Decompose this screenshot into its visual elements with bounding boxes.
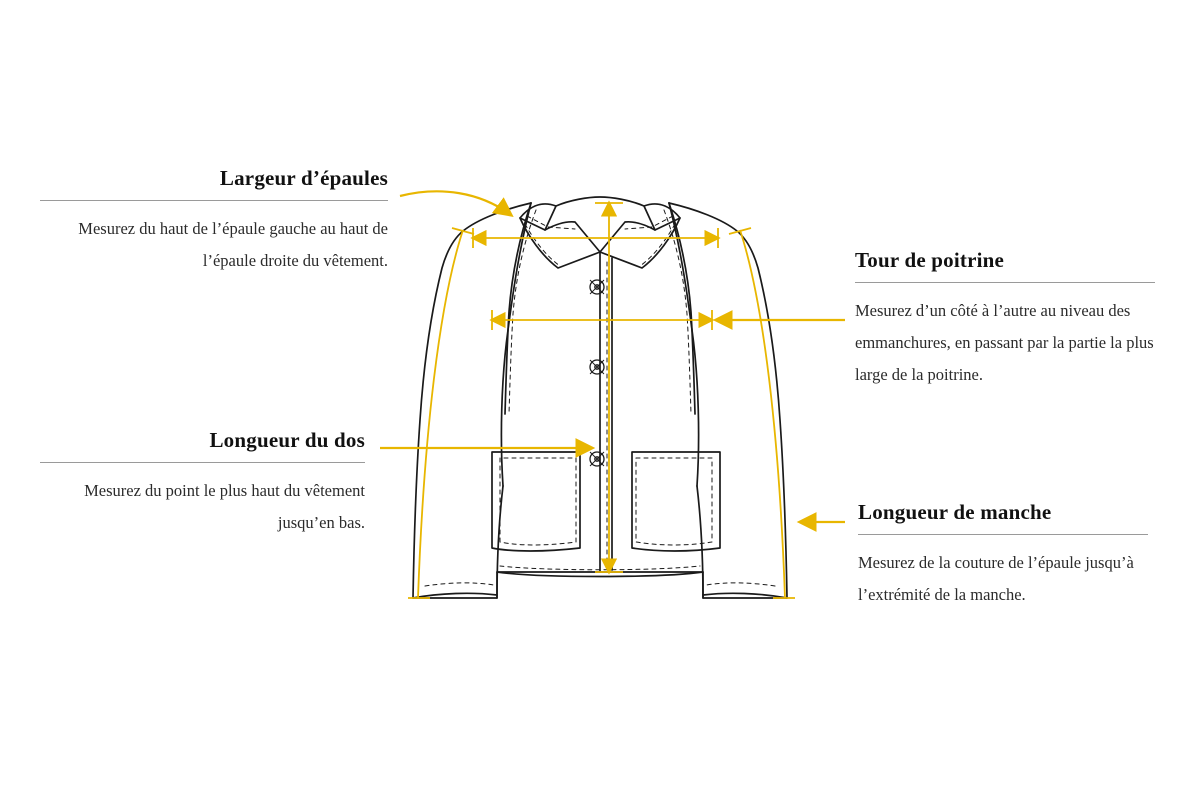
callout-chest-title: Tour de poitrine xyxy=(855,248,1005,272)
measure-sleeve-length xyxy=(408,228,795,598)
callout-divider xyxy=(855,282,1155,283)
measure-chest-width xyxy=(492,310,712,330)
callout-back-length-body: Mesurez du point le plus haut du vêtement jusqu’en bas. xyxy=(84,481,365,533)
callout-sleeve-length-body: Mesurez de la couture de l’épaule jusqu’à l’extrémité de la manche. xyxy=(858,553,1134,605)
jacket-outline xyxy=(413,197,787,598)
callout-back-length xyxy=(40,428,365,539)
callout-divider xyxy=(40,462,365,463)
callout-shoulder-width-title: Largeur d’épaules xyxy=(219,166,388,190)
callout-shoulder-width xyxy=(40,166,388,277)
callout-sleeve-length-title: Longueur de manche xyxy=(858,500,1052,524)
callout-sleeve-length xyxy=(858,500,1148,611)
callout-chest-body: Mesurez d’un côté à l’autre au niveau des emmanchures, en passant par la partie la plus large de la poitrine. xyxy=(855,301,1154,385)
leader-arrow-shoulder xyxy=(400,191,511,215)
callout-chest xyxy=(855,248,1155,392)
callout-divider xyxy=(40,200,388,201)
callout-divider xyxy=(858,534,1148,535)
callout-shoulder-width-body: Mesurez du haut de l’épaule gauche au haut de l’épaule droite du vêtement. xyxy=(78,219,388,271)
jacket-buttons xyxy=(590,280,604,466)
callout-back-length-title: Longueur du dos xyxy=(209,428,365,452)
